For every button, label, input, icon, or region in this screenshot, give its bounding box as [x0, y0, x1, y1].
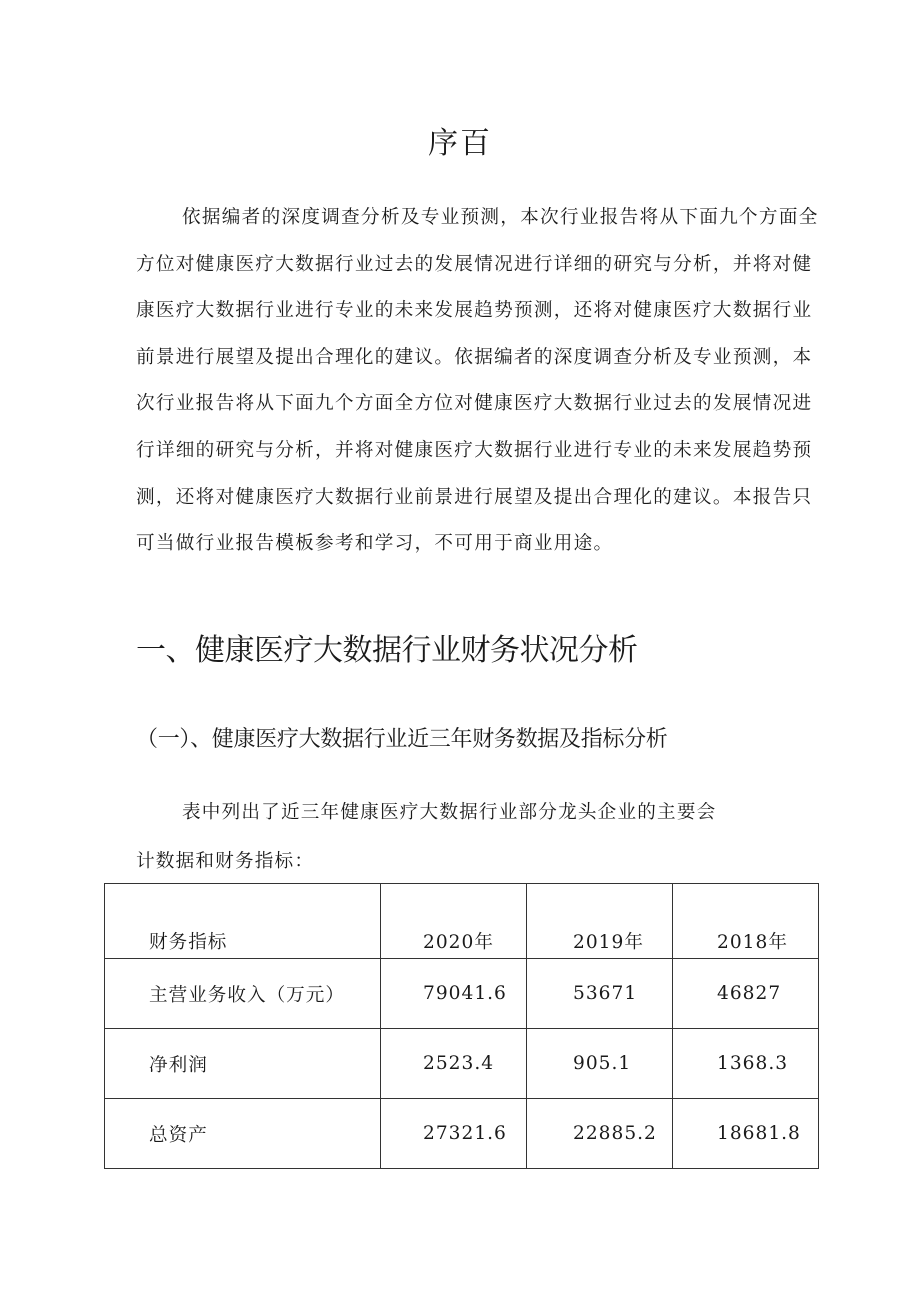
- cell-value: 22885.2: [527, 1099, 673, 1169]
- row-label: 净利润: [105, 1029, 381, 1099]
- cell-value: 1368.3: [673, 1029, 819, 1099]
- subsection-heading: （一）、健康医疗大数据行业近三年财务数据及指标分析: [136, 727, 668, 752]
- header-cell-2019: 2019年: [527, 884, 673, 959]
- intro-paragraph: 依据编者的深度调查分析及专业预测，本次行业报告将从下面九个方面全方位对健康医疗大数据行业过去的发展情况进行详细的研究与分析，并将对健康医疗大数据行业进行专业的未来发展趋势预测，还将对健康医疗大数据行业前景进行展望及提出合理化的建议。依据编者的深度调查分析及专业预测，本次行业报告将从下面九个方面全方位对健康医疗大数据行业过去的发展情况进行详细的研究与分析，并将对健康医疗大数据行业进行专业的未来发展趋势预测，还将对健康医疗大数据行业前景进行展望及提出合理化的建议。本报告只可当做行业报告模板参考和学习，不可用于商业用途。: [136, 207, 819, 555]
- page-title: 序百: [428, 126, 492, 161]
- cell-value: 18681.8: [673, 1099, 819, 1169]
- cell-value: 46827: [673, 959, 819, 1029]
- cell-value: 79041.6: [381, 959, 527, 1029]
- table-row: [105, 1099, 819, 1169]
- table-row: [105, 1029, 819, 1099]
- cell-value: 905.1: [527, 1029, 673, 1099]
- cell-value: 27321.6: [381, 1099, 527, 1169]
- cell-value: 53671: [527, 959, 673, 1029]
- row-label: 主营业务收入（万元）: [105, 959, 381, 1029]
- row-label: 总资产: [105, 1099, 381, 1169]
- header-cell-2020: 2020年: [381, 884, 527, 959]
- header-cell-2018: 2018年: [673, 884, 819, 959]
- table-lead-paragraph: 表中列出了近三年健康医疗大数据行业部分龙头企业的主要会计数据和财务指标：: [136, 802, 717, 872]
- header-cell-metric: 财务指标: [105, 884, 381, 959]
- table-header-row: [105, 884, 819, 959]
- financial-data-table: [104, 883, 819, 1169]
- table-row: [105, 959, 819, 1029]
- cell-value: 2523.4: [381, 1029, 527, 1099]
- section-heading: 一、健康医疗大数据行业财务状况分析: [136, 633, 638, 668]
